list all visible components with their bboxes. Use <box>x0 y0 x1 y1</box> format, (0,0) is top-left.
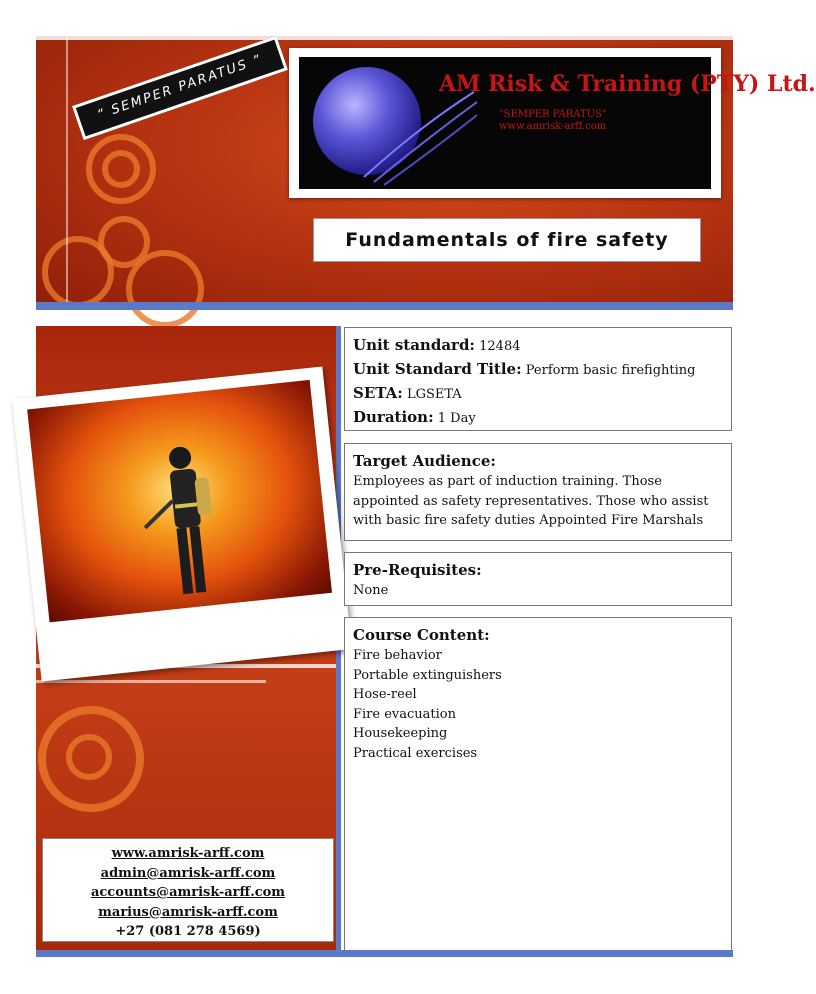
bottom-stripe <box>36 950 733 957</box>
target-audience-heading: Target Audience: <box>353 452 496 470</box>
grunge-edge <box>36 680 266 683</box>
decor-ring <box>66 734 112 780</box>
seta-row: SETA: LGSETA <box>353 384 462 402</box>
course-content-heading: Course Content: <box>353 626 490 644</box>
motto-label: “ SEMPER PARATUS ” <box>72 36 288 140</box>
contact-box <box>42 838 334 942</box>
prerequisites-box <box>344 552 732 606</box>
duration-row: Duration: 1 Day <box>353 408 476 426</box>
firefighter-icon <box>157 441 225 606</box>
swoosh-icon <box>359 87 479 187</box>
decor-ring <box>42 236 114 308</box>
company-logo <box>289 48 816 198</box>
logo-motto: "SEMPER PARATUS" <box>499 109 607 120</box>
target-audience-text: Employees as part of induction training. Those appointed as safety representatives. Those who assist with basic fire safety duties Appointed Fire Marshals <box>353 474 709 528</box>
list-item: Practical exercises <box>353 745 478 761</box>
list-item: Hose-reel <box>353 687 417 702</box>
list-item: Housekeeping <box>353 726 448 741</box>
unit-standard-row: Unit standard: 12484 <box>353 336 521 354</box>
list-item: Fire behavior <box>353 648 442 663</box>
list-item: Fire evacuation <box>353 706 456 722</box>
email-marius-link[interactable]: marius@amrisk-arff.com <box>98 904 278 920</box>
header-stripe <box>36 302 733 310</box>
prerequisites-text: None <box>353 583 389 598</box>
fire-image <box>27 380 332 623</box>
prerequisites-heading: Pre-Requisites: <box>353 561 482 579</box>
logo-background <box>299 57 816 189</box>
decor-ring <box>102 150 140 188</box>
logo-url: www.amrisk-arff.com <box>499 121 607 132</box>
firefighter-photo <box>12 366 352 681</box>
decor-ring <box>126 250 204 328</box>
unit-info-box <box>344 327 732 431</box>
phone-number: +27 (081 278 4569) <box>115 924 261 939</box>
website-link[interactable]: www.amrisk-arff.com <box>111 846 265 861</box>
email-accounts-link[interactable]: accounts@amrisk-arff.com <box>90 885 286 900</box>
target-audience-box <box>344 443 732 541</box>
email-admin-link[interactable]: admin@amrisk-arff.com <box>100 865 276 881</box>
course-content-box <box>344 617 732 952</box>
course-title: Fundamentals of fire safety <box>313 218 701 262</box>
grunge-line <box>66 36 68 306</box>
list-item: Portable extinguishers <box>353 667 502 683</box>
grunge-edge <box>36 36 733 40</box>
unit-title-row: Unit Standard Title: Perform basic firefighting <box>353 360 696 378</box>
logo-company-name: AM Risk & Training (PTY) Ltd. <box>439 71 816 97</box>
